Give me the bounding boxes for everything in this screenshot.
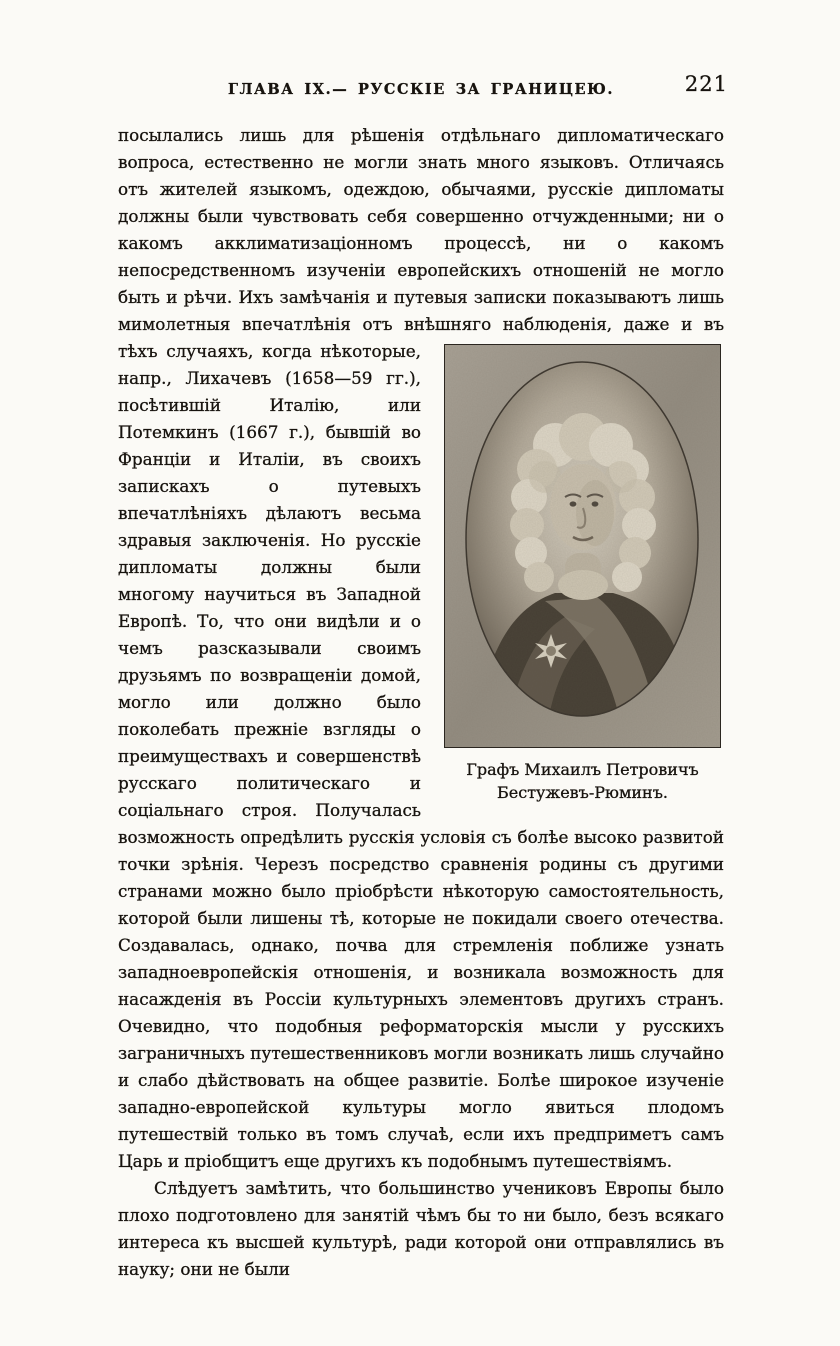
page-number: 221 <box>684 72 728 96</box>
portrait-frame <box>444 344 721 748</box>
text-block <box>118 122 724 1283</box>
paragraph-2: Слѣдуетъ замѣтить, что большинство учениковъ Европы было плохо подготовлено для занятій чѣмъ бы то ни было, безъ всякаго интереса къ высшей культурѣ, ради которой они отправлялись въ науку; они не были <box>118 1178 724 1279</box>
paragraph-1 <box>118 122 724 1175</box>
paragraph-1-part2: случаяхъ, когда нѣкоторые, напр., Лихачевъ (1658—59 гг.), посѣтившій Италію, или Потемкинъ (1667 г.), бывшій во Франціи и Италіи, въ своихъ запискахъ о путевыхъ впечатлѣніяхъ дѣлаютъ весьма здравыя заключенія. Но русскіе дипломаты должны были многому научиться въ Западной Европѣ. То, что они видѣли и о чемъ разсказывали своимъ друзьямъ по возвращеніи домой, могло или должно было поколебать прежніе взгляды о преимуществахъ и совершенствѣ русскаго политическаго и соціальнаго строя. Получалась возможность опредѣлить русскія условія съ болѣе высоко развитой точки зрѣнія. Черезъ посредство сравненія родины съ другими странами можно было пріобрѣсти нѣкоторую самостоятельность, которой были лишены тѣ, которые не покидали своего отечества. Создавалась, однако, почва для стремленія поближе узнать западноевропейскія отношенія, и возникала возможность для насажденія въ Россіи культурныхъ элементовъ другихъ странъ. Очевидно, что подобныя реформаторскія мысли у русскихъ заграничныхъ путешественниковъ могли возникать лишь случайно и слабо дѣйствовать на общее развитіе. Болѣе широкое изученіе западно-европейской культуры могло явиться плодомъ путешествій только въ томъ случаѣ, если ихъ предприметъ самъ Царь и пріобщитъ еще другихъ къ подобнымъ путешествіямъ. <box>118 341 724 1171</box>
caption-line-1: Графъ Михаилъ Петровичъ <box>466 760 699 779</box>
portrait-caption <box>441 758 724 804</box>
portrait-figure <box>441 344 724 804</box>
page-header <box>118 72 728 102</box>
chapter-title: ГЛАВА IX.— РУССКІЕ ЗА ГРАНИЦЕЮ. <box>227 81 615 98</box>
paragraph-1-part1: посылались лишь для рѣшенія отдѣльнаго дипломатическаго вопроса, естественно не могли знать много языковъ. Отличаясь отъ жителей языкомъ, одеждою, обычаями, русскіе дипломаты должны были чувствовать себя совершенно отчужденными; ни о какомъ акклиматизаціонномъ процессѣ, ни о какомъ непосредственномъ изученіи европейскихъ отношеній не могло быть и рѣчи. Ихъ замѣчанія и путевыя записки показываютъ лишь мимолетныя впечатлѣнія отъ внѣшняго наблюденія, даже и въ тѣхъ <box>118 125 724 361</box>
caption-line-2: Бестужевъ-Рюминъ. <box>497 783 668 802</box>
portrait-engraving <box>445 345 720 747</box>
